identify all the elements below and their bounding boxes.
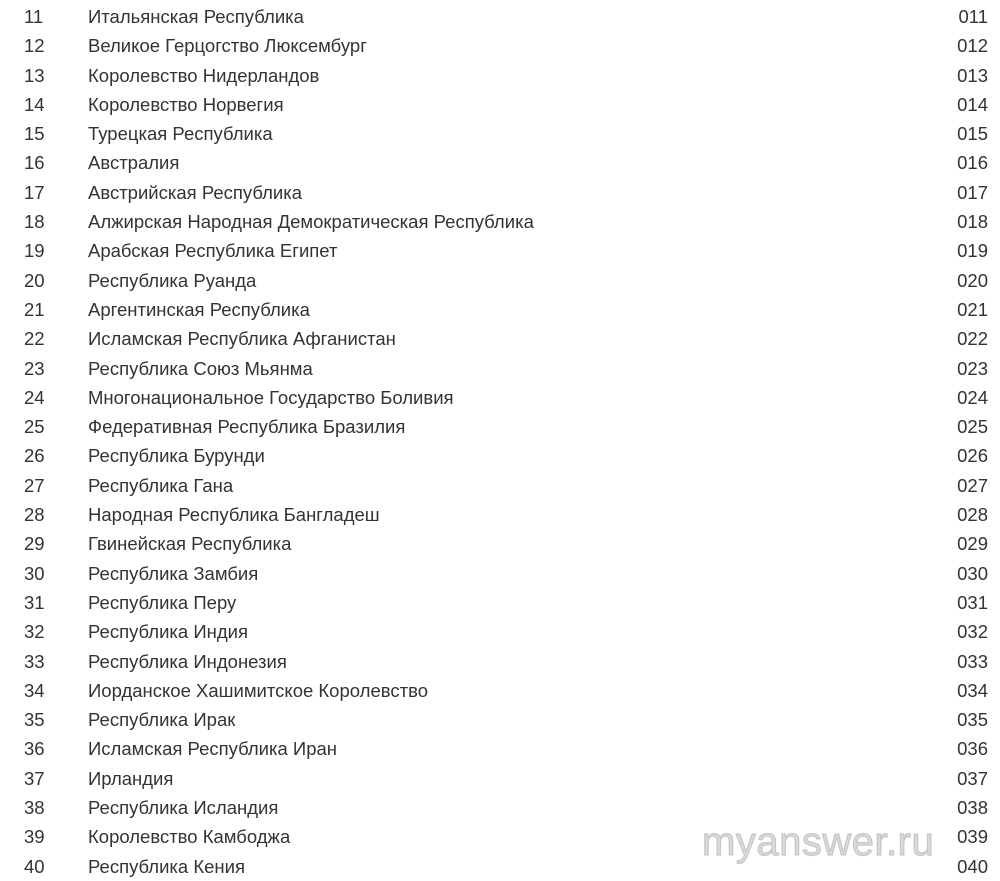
country-name: Иорданское Хашимитское Королевство [88,679,428,701]
table-row [0,119,1000,148]
row-number: 33 [24,650,45,672]
row-number: 29 [24,533,45,555]
table-row [0,2,1000,31]
country-code: 028 [957,504,988,526]
country-name: Исламская Республика Афганистан [88,328,396,350]
row-number: 40 [24,855,45,877]
country-code: 032 [957,621,988,643]
row-number: 31 [24,591,45,613]
country-name: Гвинейская Республика [88,533,292,555]
row-number: 37 [24,767,45,789]
country-code: 018 [957,211,988,233]
country-code: 025 [957,416,988,438]
table-row [0,295,1000,324]
country-name: Аргентинская Республика [88,298,310,320]
country-name: Федеративная Республика Бразилия [88,416,406,438]
table-row [0,647,1000,676]
country-name: Австрийская Республика [88,181,303,203]
row-number: 17 [24,181,45,203]
table-row [0,61,1000,90]
country-name: Народная Республика Бангладеш [88,504,380,526]
row-number: 11 [24,6,44,27]
country-name: Республика Гана [88,474,234,496]
table-row [0,529,1000,558]
table-row [0,412,1000,441]
row-number: 26 [24,445,45,467]
country-name: Республика Союз Мьянма [88,357,313,379]
country-code: 034 [957,679,988,701]
country-name: Республика Индия [88,621,249,643]
country-code: 020 [957,269,988,291]
table-row [0,148,1000,177]
row-number: 21 [24,298,45,320]
country-name: Многонациональное Государство Боливия [88,386,454,408]
row-number: 12 [24,35,45,57]
row-number: 34 [24,679,45,701]
country-name: Республика Замбия [88,562,259,584]
country-name: Королевство Камбоджа [88,826,291,848]
country-code: 039 [957,826,988,848]
country-code: 015 [957,123,988,145]
country-code: 036 [957,738,988,760]
country-code: 019 [957,240,988,262]
country-name: Исламская Республика Иран [88,738,338,760]
country-code: 022 [957,328,988,350]
row-number: 39 [24,826,45,848]
table-row [0,588,1000,617]
country-code: 029 [957,533,988,555]
row-number: 35 [24,709,45,731]
country-code: 013 [957,64,988,86]
table-row [0,734,1000,763]
country-name: Арабская Республика Египет [88,240,338,262]
country-name: Австралия [88,152,180,174]
table-row [0,441,1000,470]
row-number: 32 [24,621,45,643]
country-name: Республика Руанда [88,269,257,291]
country-code: 014 [957,93,988,115]
row-number: 20 [24,269,45,291]
row-number: 38 [24,797,45,819]
row-number: 16 [24,152,45,174]
row-number: 23 [24,357,45,379]
country-code: 026 [957,445,988,467]
table-row [0,676,1000,705]
watermark: myanswer.ru [702,820,935,864]
table-row [0,90,1000,119]
table-row [0,324,1000,353]
row-number: 28 [24,504,45,526]
country-name: Турецкая Республика [88,123,273,145]
table-row [0,617,1000,646]
country-name: Республика Кения [88,855,245,877]
row-number: 27 [24,474,45,496]
row-number: 19 [24,240,45,262]
table-row [0,705,1000,734]
row-number: 25 [24,416,45,438]
country-code: 037 [957,767,988,789]
country-code: 012 [957,35,988,57]
table-row [0,266,1000,295]
country-name: Республика Перу [88,591,237,613]
country-name: Республика Бурунди [88,445,265,467]
row-number: 13 [24,64,45,86]
table-row [0,178,1000,207]
row-number: 24 [24,386,45,408]
table-row [0,764,1000,793]
country-name: Итальянская Республика [88,6,304,27]
country-name: Республика Индонезия [88,650,287,672]
table-row [0,383,1000,412]
country-code: 040 [957,855,988,877]
country-name: Республика Исландия [88,797,279,819]
row-number: 15 [24,123,45,145]
country-code: 021 [957,298,988,320]
row-number: 30 [24,562,45,584]
country-name: Великое Герцогство Люксембург [88,35,367,57]
country-name: Королевство Нидерландов [88,64,320,86]
country-code-table [0,2,1000,881]
country-code: 038 [957,797,988,819]
table-row [0,354,1000,383]
country-name: Республика Ирак [88,709,236,731]
country-code: 030 [957,562,988,584]
table-row [0,500,1000,529]
country-code: 027 [957,474,988,496]
country-code: 035 [957,709,988,731]
country-code: 011 [958,6,988,27]
table-row [0,471,1000,500]
table-row [0,207,1000,236]
country-name: Ирландия [88,767,174,789]
table-row [0,559,1000,588]
country-code: 016 [957,152,988,174]
row-number: 18 [24,211,45,233]
row-number: 36 [24,738,45,760]
country-name: Алжирская Народная Демократическая Республика [88,211,534,233]
country-code: 024 [957,386,988,408]
country-code: 017 [957,181,988,203]
country-name: Королевство Норвегия [88,93,284,115]
country-code: 031 [957,591,988,613]
country-code: 033 [957,650,988,672]
country-code: 023 [957,357,988,379]
table-row [0,31,1000,60]
row-number: 14 [24,93,45,115]
table-row [0,236,1000,265]
row-number: 22 [24,328,45,350]
